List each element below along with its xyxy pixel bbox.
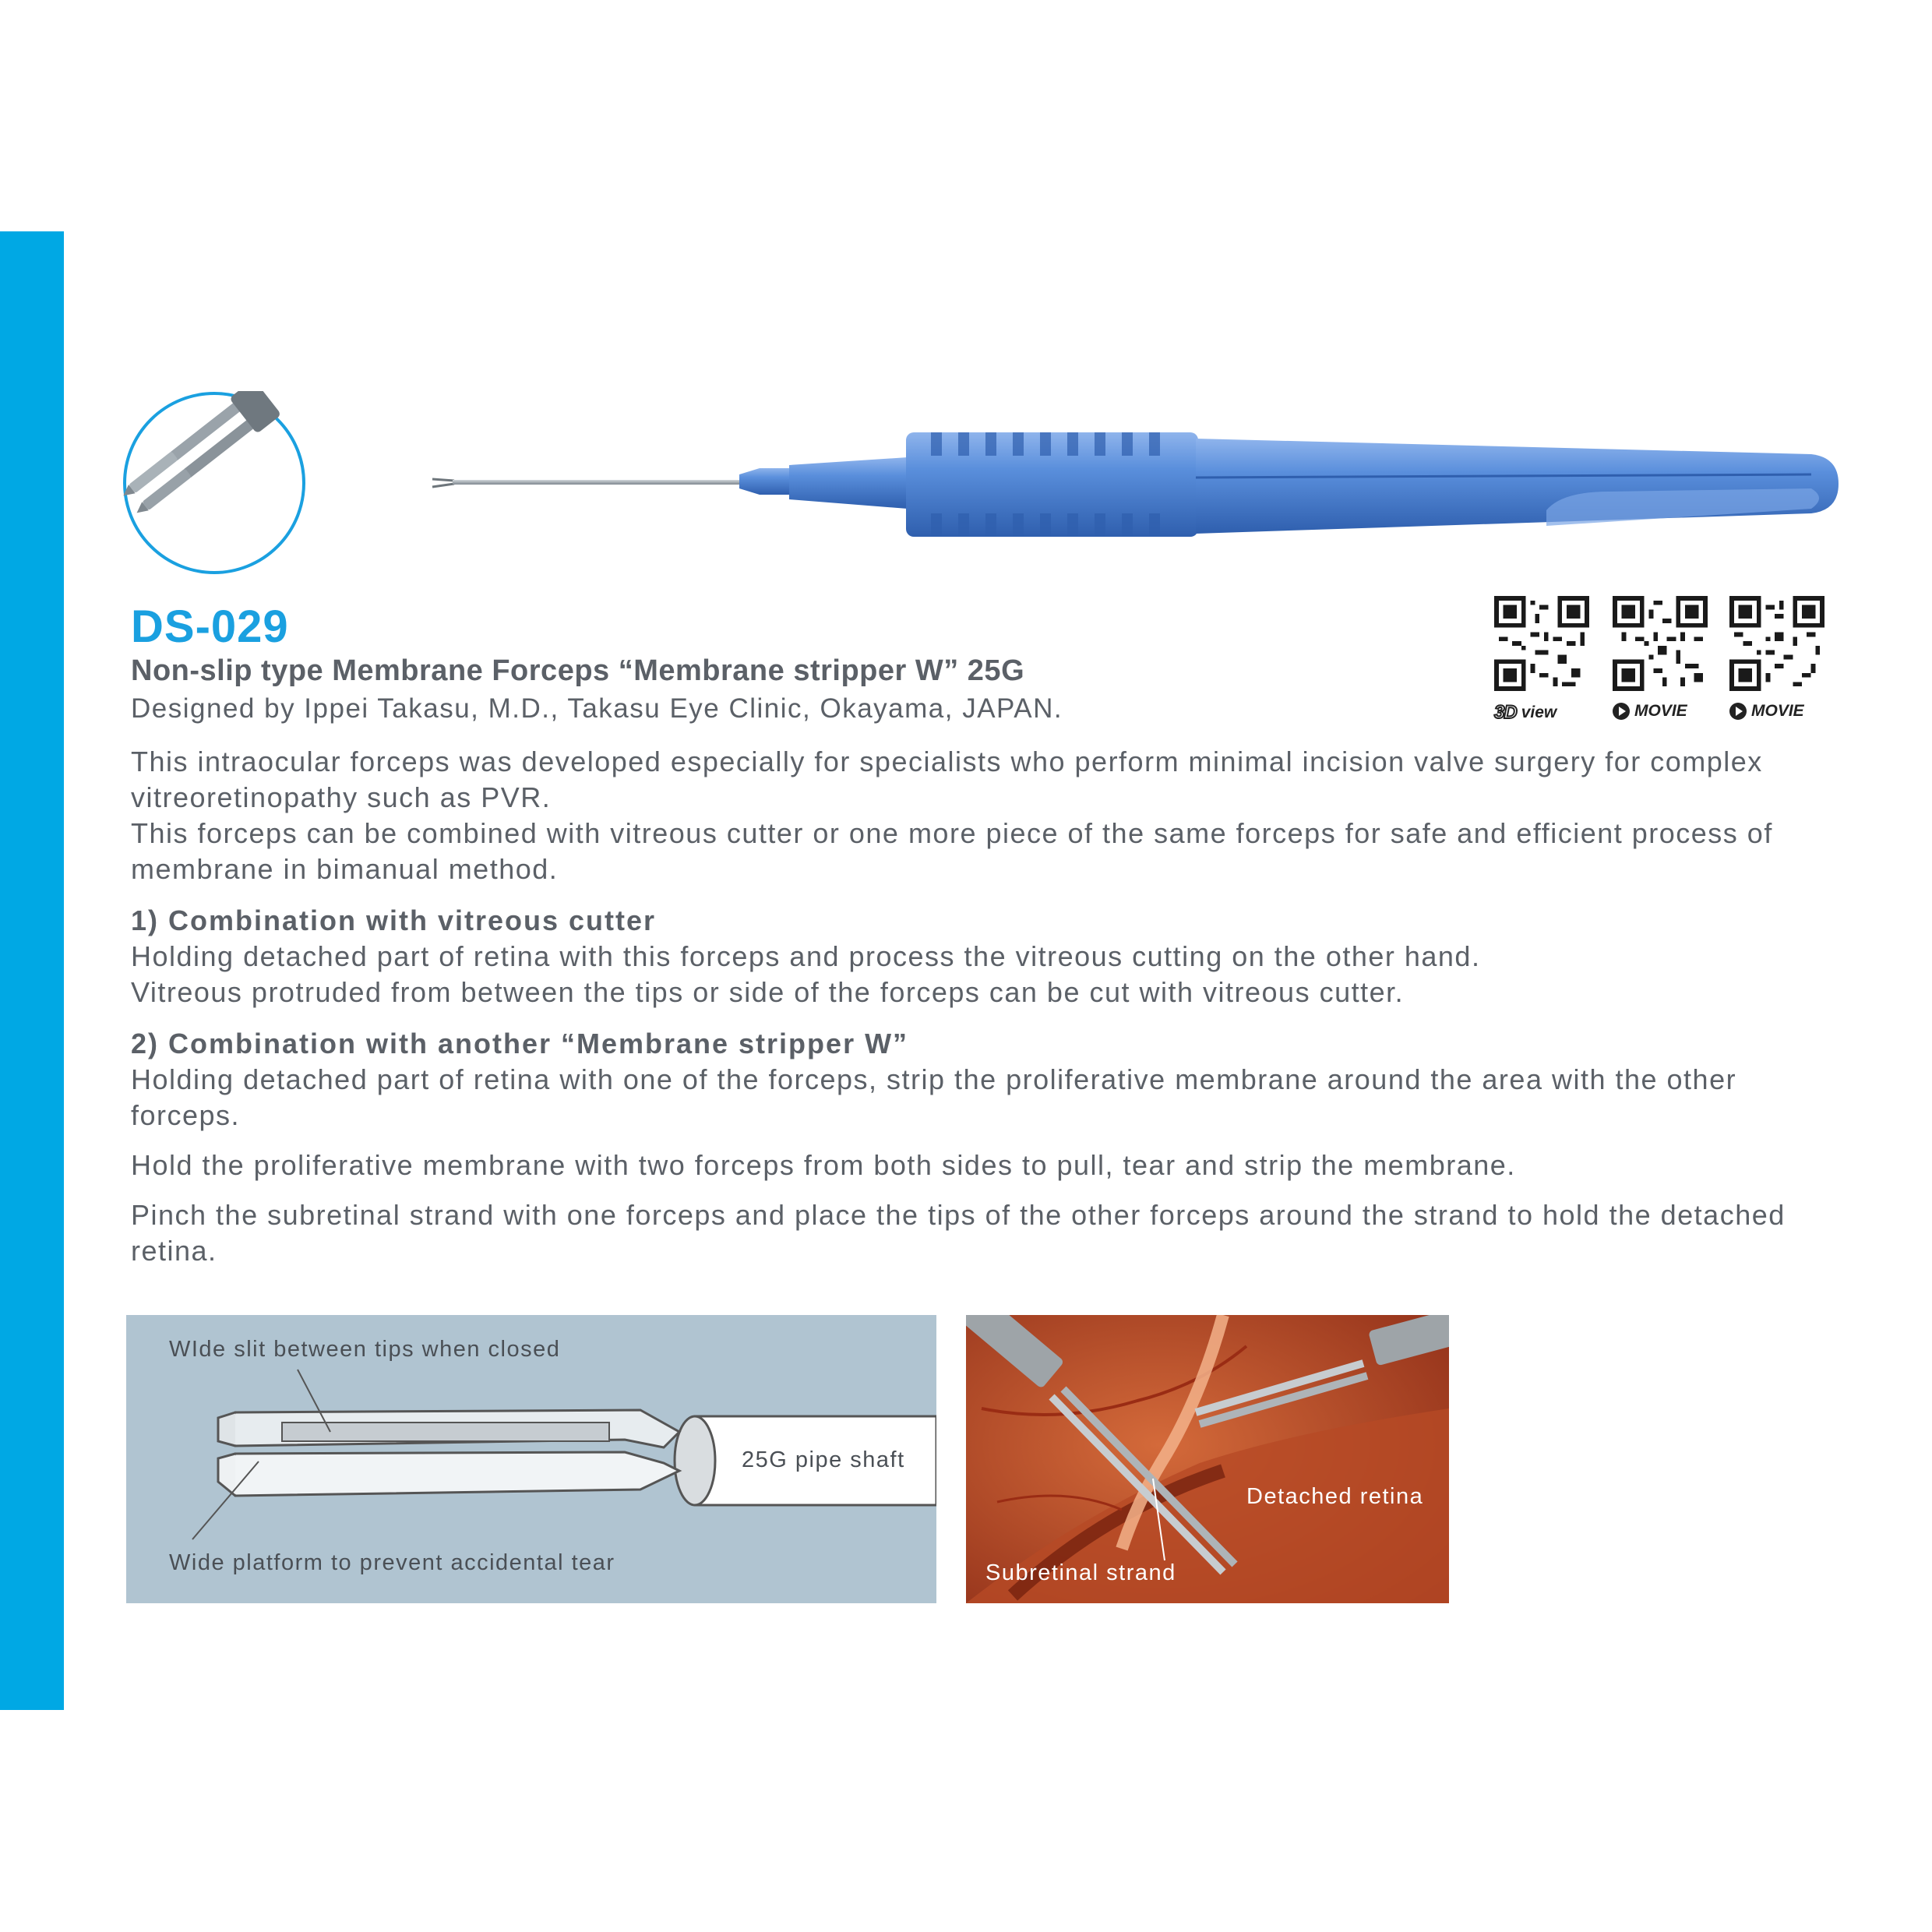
qr-code-icon bbox=[1613, 596, 1708, 691]
tip-closeup-image bbox=[122, 391, 306, 575]
qr-code-icon bbox=[1729, 596, 1824, 691]
product-title: Non-slip type Membrane Forceps “Membrane stripper W” 25G bbox=[131, 654, 1025, 687]
surgical-illustration bbox=[966, 1315, 1449, 1603]
diagram-label-shaft: 25G pipe shaft bbox=[742, 1447, 905, 1472]
qr-movie-1[interactable] bbox=[1613, 596, 1711, 721]
qr-movie-2[interactable] bbox=[1729, 596, 1828, 721]
photo-label-detached-retina: Detached retina bbox=[1246, 1484, 1424, 1509]
diagram-label-slit: WIde slit between tips when closed bbox=[169, 1337, 561, 1362]
product-code: DS-029 bbox=[131, 601, 289, 652]
photo-label-subretinal-strand: Subretinal strand bbox=[985, 1560, 1176, 1585]
designer-credit: Designed by Ippei Takasu, M.D., Takasu Eye Clinic, Okayama, JAPAN. bbox=[131, 693, 1063, 724]
section-2-paragraph-2: Hold the proliferative membrane with two forceps from both sides to pull, tear and strip the membrane. bbox=[131, 1149, 1516, 1181]
play-icon bbox=[1729, 703, 1747, 720]
section-2-paragraph-1: Holding detached part of retina with one of the forceps, strip the proliferative membrane around the area with the other forceps. bbox=[131, 1063, 1737, 1131]
intro-paragraph-1: This intraocular forceps was developed especially for specialists who perform minimal incision valve surgery for complex vitreoretinopathy such as PVR. bbox=[131, 746, 1763, 813]
qr-3d-view-label: 3D view bbox=[1494, 702, 1557, 723]
tip-diagram bbox=[126, 1315, 936, 1603]
qr-movie-1-label: MOVIE bbox=[1613, 702, 1711, 721]
section-1-line-1: Holding detached part of retina with this forceps and process the vitreous cutting on the other hand. bbox=[131, 940, 1481, 972]
qr-3d-view[interactable] bbox=[1494, 596, 1592, 724]
play-icon bbox=[1613, 703, 1630, 720]
section-1-line-2: Vitreous protruded from between the tips or side of the forceps can be cut with vitreous cutter. bbox=[131, 976, 1405, 1008]
accent-side-bar bbox=[0, 231, 64, 1710]
description-body bbox=[131, 744, 1829, 1283]
qr-movie-2-label: MOVIE bbox=[1729, 702, 1828, 721]
forceps-instrument-image bbox=[425, 417, 1842, 553]
qr-code-icon bbox=[1494, 596, 1589, 691]
3d-view-icon: 3D bbox=[1494, 702, 1517, 723]
section-1-heading: 1) Combination with vitreous cutter bbox=[131, 904, 657, 936]
section-2-heading: 2) Combination with another “Membrane stripper W” bbox=[131, 1028, 909, 1059]
section-2-paragraph-3: Pinch the subretinal strand with one forceps and place the tips of the other forceps around the strand to hold the detached retina. bbox=[131, 1199, 1786, 1267]
diagram-label-platform: Wide platform to prevent accidental tear bbox=[169, 1550, 615, 1575]
intro-paragraph-2: This forceps can be combined with vitreous cutter or one more piece of the same forceps for safe and efficient process of membrane in bimanual method. bbox=[131, 817, 1773, 885]
